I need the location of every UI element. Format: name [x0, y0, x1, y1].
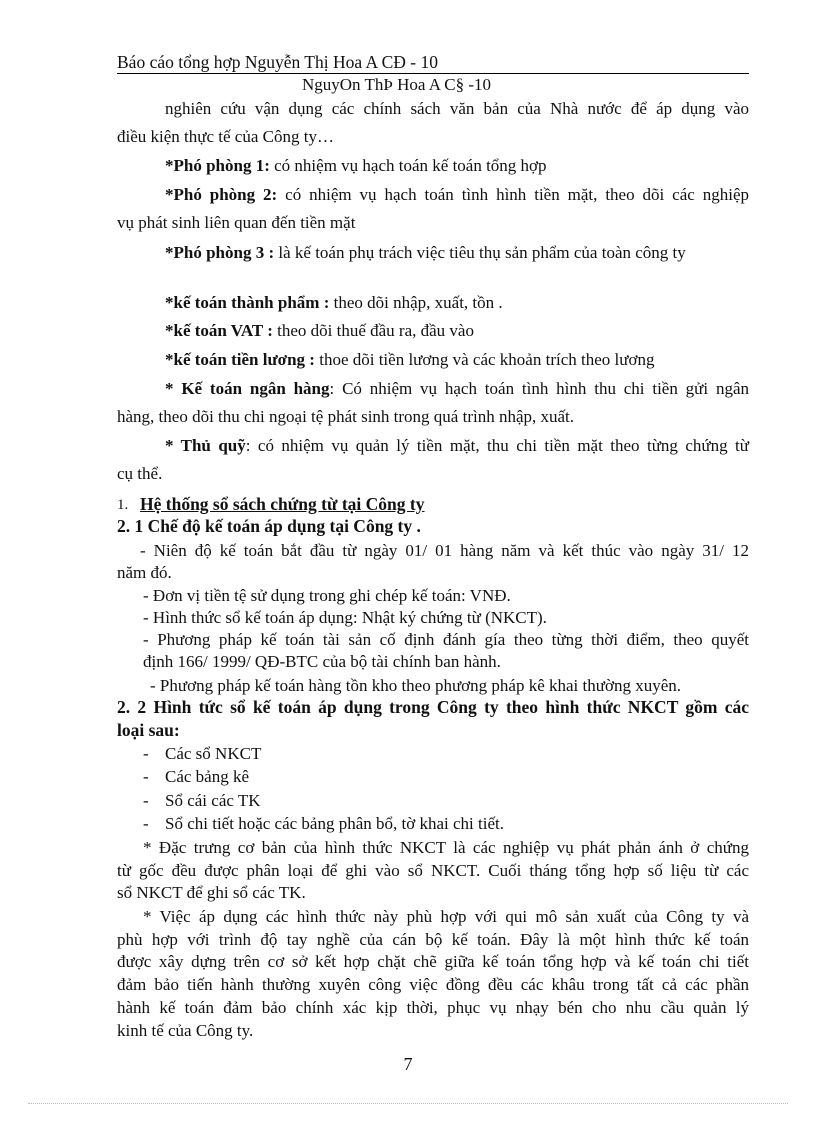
role-ke-toan-ngan-hang	[165, 378, 749, 400]
role-label: *Phó phòng 2:	[165, 185, 278, 204]
header-rule	[117, 73, 749, 74]
para-line: kinh tế của Công ty.	[117, 1021, 254, 1040]
role-pho-phong-3	[165, 242, 686, 264]
section-title: loại sau:	[117, 720, 180, 740]
bullet-line: định 166/ 1999/ QĐ-BTC của bộ tài chính ban hành.	[143, 652, 501, 671]
role-line: hàng, theo dõi thu chi ngoại tệ phát sinh trong quá trình nhập, xuất.	[117, 407, 575, 426]
section-title: Hệ thống sổ sách chứng từ tại Công ty	[140, 494, 425, 514]
role-label: *kế toán tiền lương :	[165, 350, 315, 369]
role-label: *kế toán VAT :	[165, 321, 273, 340]
role-pho-phong-2	[165, 184, 749, 206]
role-label: * Kế toán ngân hàng	[165, 379, 330, 398]
role-label: *Phó phòng 3 :	[165, 243, 275, 262]
section-title: 2. 1 Chế độ kế toán áp dụng tại Công ty .	[117, 516, 421, 536]
section-title: 2. 2 Hình tức sổ kế toán áp dụng trong Công ty theo hình thức NKCT gồm các	[117, 697, 749, 717]
para-line: * Việc áp dụng các hình thức này phù hợp với qui mô sản xuất của Công ty và	[143, 907, 749, 926]
role-text: theo dõi nhập, xuất, tồn .	[329, 293, 503, 312]
role-ke-toan-thanh-pham	[165, 292, 503, 314]
role-label: *Phó phòng 1:	[165, 156, 270, 175]
role-pho-phong-1	[165, 155, 547, 177]
role-text: theo dõi thuế đầu ra, đầu vào	[272, 321, 474, 340]
para-line: từ gốc đều được phân loại để ghi vào sổ NKCT. Cuối tháng tổng hợp số liệu từ các	[117, 861, 749, 880]
para-line: sổ NKCT để ghi sổ các TK.	[117, 883, 306, 902]
para-line: được xây dựng trên cơ sở kết hợp chặt chẽ giữa kế toán tổng hợp và kế toán chi tiết	[117, 952, 749, 971]
list-item: - Các sổ NKCT	[143, 744, 262, 763]
para-line: điều kiện thực tế của Công ty…	[117, 127, 334, 146]
para-line: hành kế toán đảm bảo chính xác kịp thời, phục vụ nhạy bén cho nhu cầu quản lý	[117, 998, 749, 1017]
page-bottom-divider	[28, 1103, 788, 1104]
bullet-line: - Hình thức sổ kế toán áp dụng: Nhật ký chứng từ (NKCT).	[143, 608, 547, 627]
role-line: vụ phát sinh liên quan đến tiền mặt	[117, 213, 356, 232]
role-line: cụ thể.	[117, 464, 163, 483]
role-ke-toan-tien-luong	[165, 349, 654, 371]
role-text: : Có nhiệm vụ hạch toán tình hình thu chi tiền gửi ngân	[329, 379, 749, 398]
role-label: *kế toán thành phẩm :	[165, 293, 330, 312]
para-line: phù hợp với trình độ tay nghề của cán bộ kế toán. Đây là một hình thức kế toán	[117, 930, 749, 949]
para-line: * Đặc trưng cơ bản của hình thức NKCT là các nghiệp vụ phát phản ánh ở chứng	[143, 838, 749, 857]
list-item: - Các bảng kê	[143, 767, 250, 786]
role-text: : có nhiệm vụ quản lý tiền mặt, thu chi tiền mặt theo từng chứng từ	[245, 436, 749, 455]
document-header-title: Báo cáo tổng hợp Nguyễn Thị Hoa A CĐ - 10	[117, 52, 438, 72]
para-line: đảm bảo tiến hành thường xuyên công việc đồng đều các khâu trong tất cả các phần	[117, 975, 749, 994]
role-ke-toan-vat	[165, 320, 474, 342]
document-header-subtitle: NguyOn ThÞ Hoa A C§ -10	[302, 75, 492, 94]
section-number: 1.	[117, 497, 129, 513]
role-text: có nhiệm vụ hạch toán tình hình tiền mặt, theo dõi các nghiệp	[277, 185, 749, 204]
role-text: có nhiệm vụ hạch toán kế toán tổng hợp	[269, 156, 547, 175]
role-text: là kế toán phụ trách việc tiêu thụ sản phẩm của toàn công ty	[274, 243, 686, 262]
list-item: - Sổ cái các TK	[143, 791, 261, 810]
bullet-line: - Niên độ kế toán bắt đầu từ ngày 01/ 01 hàng năm và kết thúc vào ngày 31/ 12	[140, 541, 749, 560]
role-label: * Thủ quỹ	[165, 436, 246, 455]
bullet-line: - Phương pháp kế toán tài sản cố định đánh gía theo từng thời điểm, theo quyết	[143, 630, 749, 649]
list-item: - Sổ chi tiết hoặc các bảng phân bổ, tờ khai chi tiết.	[143, 814, 504, 833]
bullet-line: - Đơn vị tiền tệ sử dụng trong ghi chép kế toán: VNĐ.	[143, 586, 511, 605]
bullet-line: năm đó.	[117, 563, 172, 582]
page-number: 7	[403, 1054, 413, 1074]
bullet-line: - Phương pháp kế toán hàng tồn kho theo phương pháp kê khai thường xuyên.	[150, 676, 682, 695]
role-thu-quy	[165, 435, 749, 457]
para-line: nghiên cứu vận dụng các chính sách văn bản của Nhà nước để áp dụng vào	[165, 99, 749, 118]
role-text: thoe dõi tiền lương và các khoản trích theo lương	[314, 350, 655, 369]
